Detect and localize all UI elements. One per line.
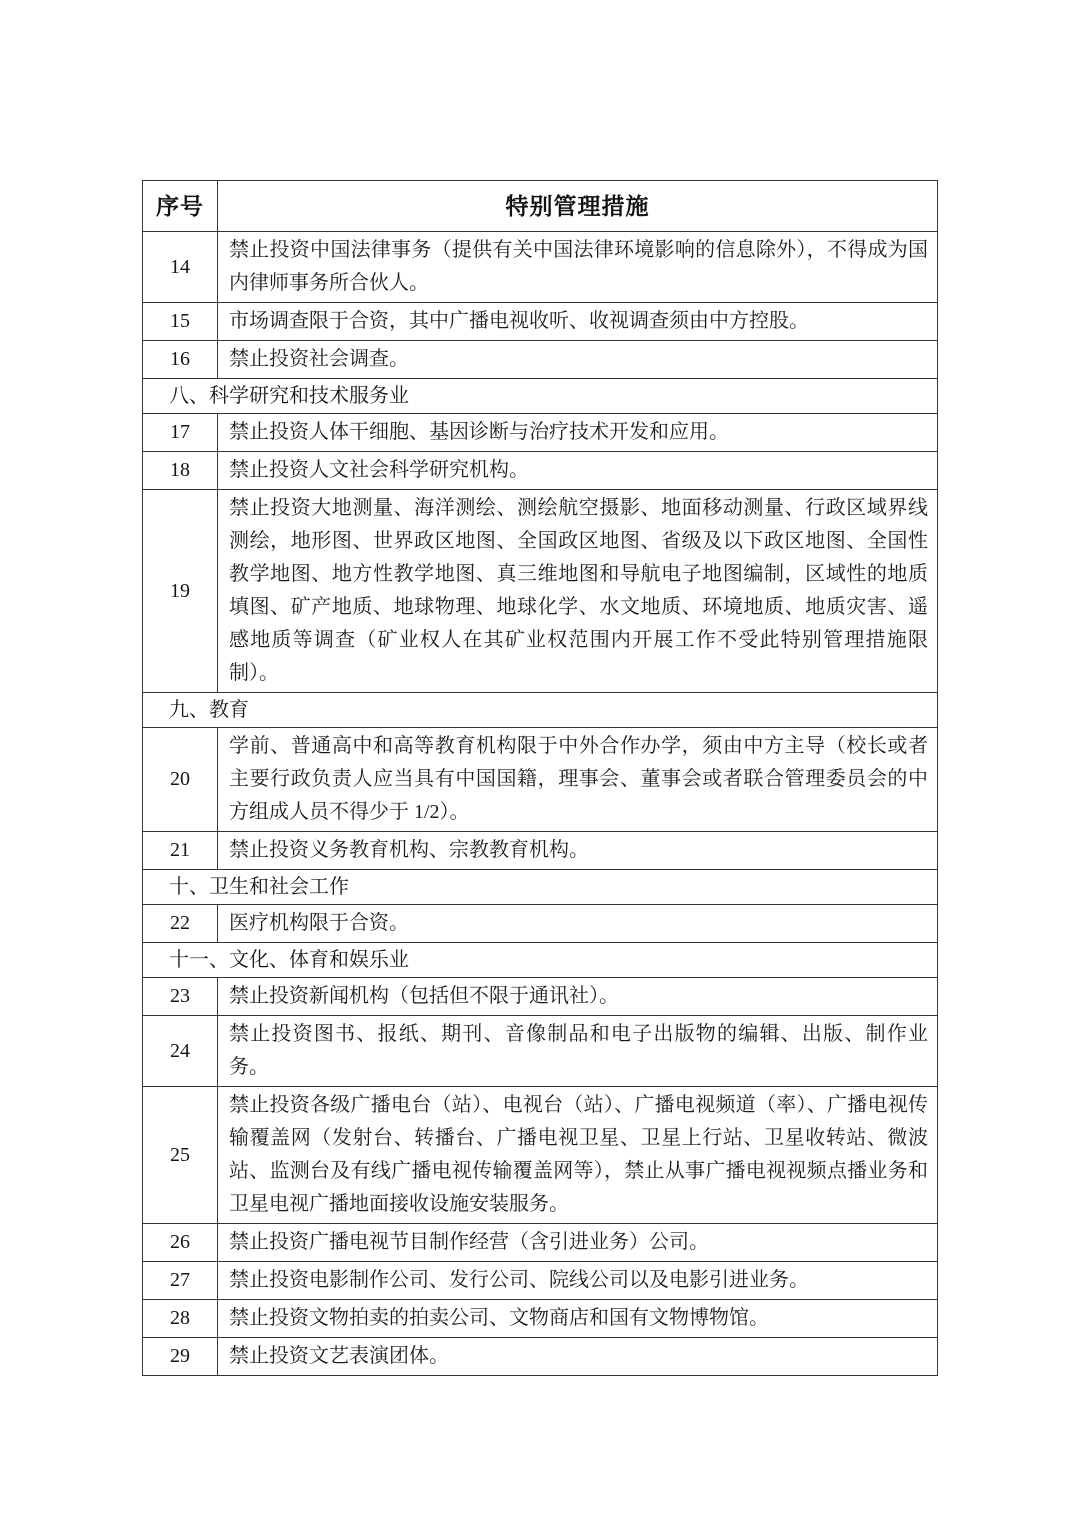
measure-text-cell: 禁止投资文艺表演团体。 [218,1338,938,1376]
measure-text-cell: 市场调查限于合资，其中广播电视收听、收视调查须由中方控股。 [218,303,938,341]
table-row [143,1338,938,1376]
special-measures-table [142,180,938,1376]
row-number-cell: 18 [143,452,218,490]
table-header-row [143,181,938,232]
section-title-cell: 十一、文化、体育和娱乐业 [143,943,938,978]
row-number-cell: 16 [143,341,218,379]
section-title-cell: 十、卫生和社会工作 [143,870,938,905]
row-number-cell: 28 [143,1300,218,1338]
table-row [143,832,938,870]
measure-text-cell: 禁止投资人体干细胞、基因诊断与治疗技术开发和应用。 [218,414,938,452]
section-row [143,943,938,978]
table-row [143,232,938,303]
section-row [143,379,938,414]
col-header-index: 序号 [143,181,218,232]
table-row [143,905,938,943]
table-row [143,303,938,341]
section-row [143,870,938,905]
measure-text-cell: 学前、普通高中和高等教育机构限于中外合作办学，须由中方主导（校长或者主要行政负责人应当具有中国国籍，理事会、董事会或者联合管理委员会的中方组成人员不得少于 1/2）。 [218,728,938,832]
table-row [143,1016,938,1087]
row-number-cell: 15 [143,303,218,341]
section-title-cell: 九、教育 [143,693,938,728]
row-number-cell: 21 [143,832,218,870]
row-number-cell: 26 [143,1224,218,1262]
table-row [143,490,938,693]
measure-text-cell: 禁止投资大地测量、海洋测绘、测绘航空摄影、地面移动测量、行政区域界线测绘，地形图、世界政区地图、全国政区地图、省级及以下政区地图、全国性教学地图、地方性教学地图、真三维地图和导航电子地图编制，区域性的地质填图、矿产地质、地球物理、地球化学、水文地质、环境地质、地质灾害、遥感地质等调查（矿业权人在其矿业权范围内开展工作不受此特别管理措施限制）。 [218,490,938,693]
row-number-cell: 22 [143,905,218,943]
measure-text-cell: 禁止投资各级广播电台（站）、电视台（站）、广播电视频道（率）、广播电视传输覆盖网（发射台、转播台、广播电视卫星、卫星上行站、卫星收转站、微波站、监测台及有线广播电视传输覆盖网等），禁止从事广播电视视频点播业务和卫星电视广播地面接收设施安装服务。 [218,1087,938,1224]
row-number-cell: 29 [143,1338,218,1376]
measure-text-cell: 禁止投资新闻机构（包括但不限于通讯社）。 [218,978,938,1016]
measure-text-cell: 禁止投资社会调查。 [218,341,938,379]
table-row [143,452,938,490]
row-number-cell: 19 [143,490,218,693]
measure-text-cell: 禁止投资图书、报纸、期刊、音像制品和电子出版物的编辑、出版、制作业务。 [218,1016,938,1087]
table-row [143,341,938,379]
row-number-cell: 25 [143,1087,218,1224]
measure-text-cell: 禁止投资文物拍卖的拍卖公司、文物商店和国有文物博物馆。 [218,1300,938,1338]
table-row [143,1262,938,1300]
row-number-cell: 24 [143,1016,218,1087]
measure-text-cell: 医疗机构限于合资。 [218,905,938,943]
table-row [143,728,938,832]
row-number-cell: 23 [143,978,218,1016]
measure-text-cell: 禁止投资中国法律事务（提供有关中国法律环境影响的信息除外），不得成为国内律师事务所合伙人。 [218,232,938,303]
section-row [143,693,938,728]
row-number-cell: 20 [143,728,218,832]
measure-text-cell: 禁止投资电影制作公司、发行公司、院线公司以及电影引进业务。 [218,1262,938,1300]
row-number-cell: 14 [143,232,218,303]
col-header-measures: 特别管理措施 [218,181,938,232]
table-row [143,414,938,452]
measure-text-cell: 禁止投资广播电视节目制作经营（含引进业务）公司。 [218,1224,938,1262]
row-number-cell: 17 [143,414,218,452]
section-title-cell: 八、科学研究和技术服务业 [143,379,938,414]
table-row [143,978,938,1016]
table-row [143,1087,938,1224]
measure-text-cell: 禁止投资人文社会科学研究机构。 [218,452,938,490]
table-row [143,1224,938,1262]
table-row [143,1300,938,1338]
measure-text-cell: 禁止投资义务教育机构、宗教教育机构。 [218,832,938,870]
row-number-cell: 27 [143,1262,218,1300]
